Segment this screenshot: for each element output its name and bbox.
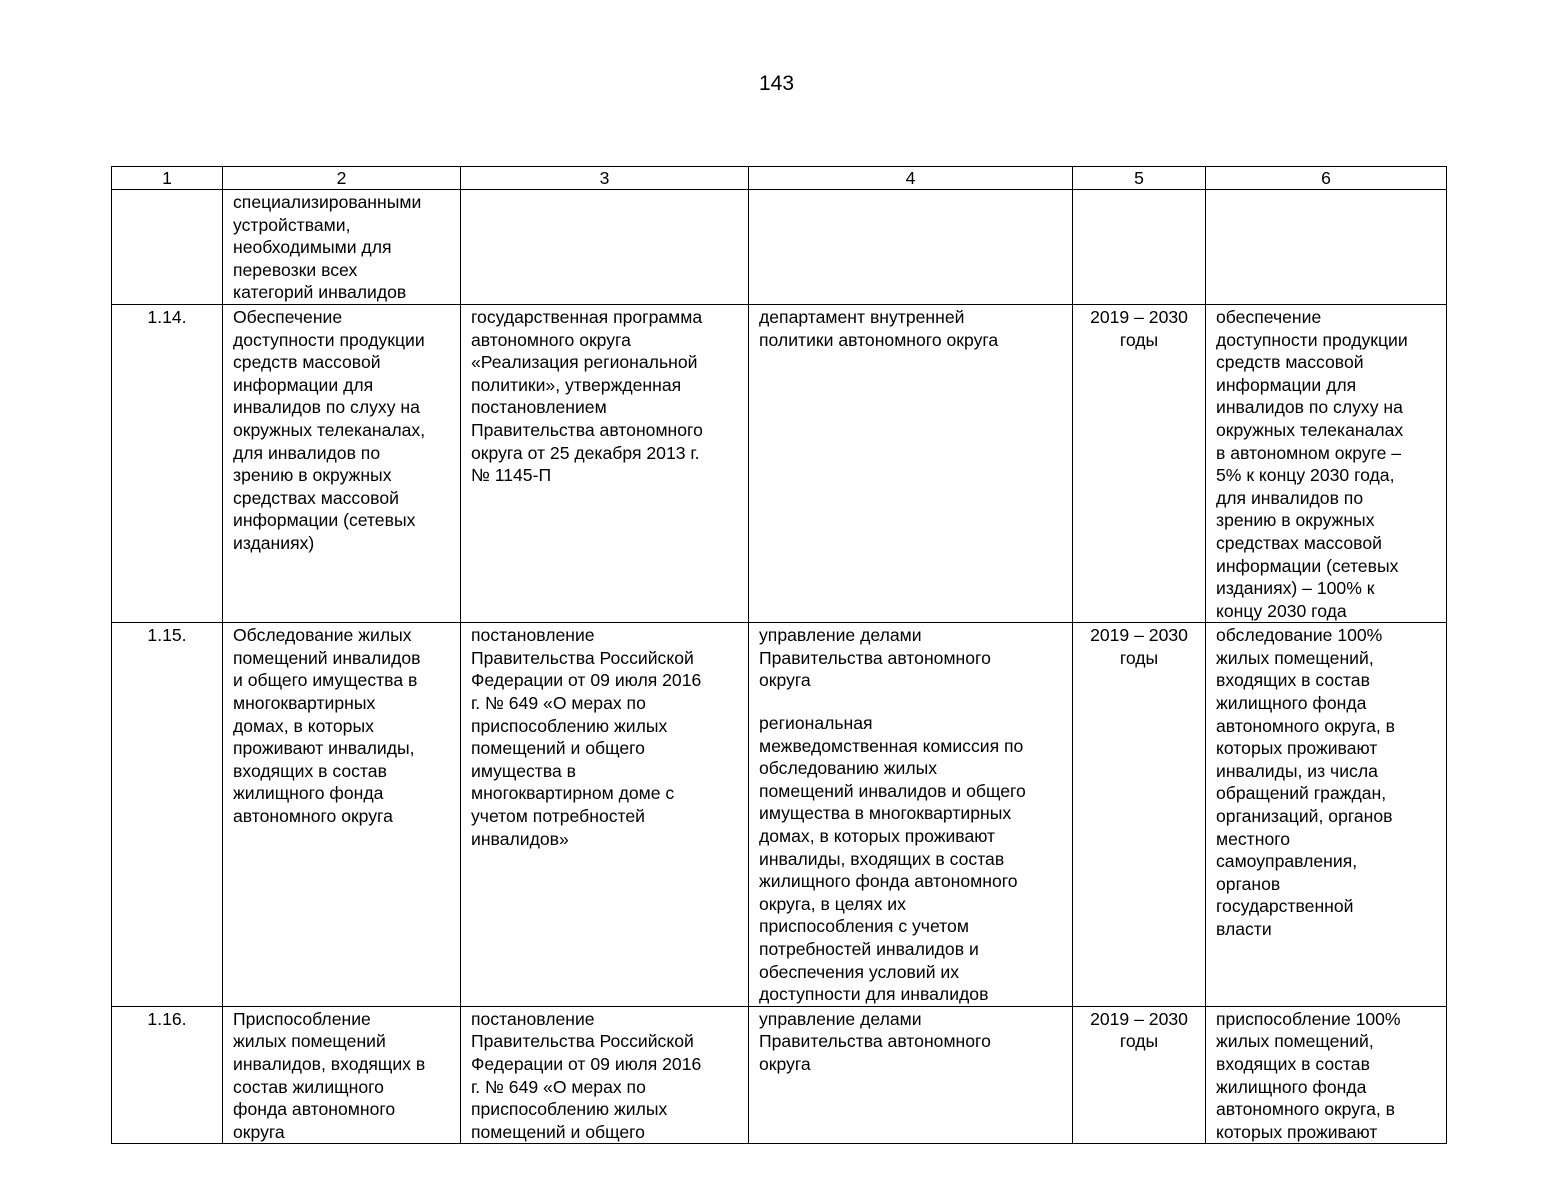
measure-cell xyxy=(223,304,461,622)
executor-cell xyxy=(749,190,1073,305)
executor-text: управление делами Правительства автономного округа xyxy=(759,625,991,691)
page-number: 143 xyxy=(758,72,795,95)
paragraph-gap xyxy=(759,692,1062,712)
measure-cell xyxy=(223,1006,461,1144)
basis-cell xyxy=(461,304,749,622)
column-header-2: 2 xyxy=(223,167,461,190)
basis-cell xyxy=(461,623,749,1007)
measure-cell xyxy=(223,190,461,305)
column-header-1: 1 xyxy=(112,167,223,190)
table-row xyxy=(112,304,1447,622)
column-header-5: 5 xyxy=(1073,167,1206,190)
measure-text: Обеспечение доступности продукции средств массовой информации для инвалидов по слуху на окружных телеканалах, для инвалидов по зрению в окружных средствах массовой информации (сетевых изданиях) xyxy=(233,306,426,553)
period-cell xyxy=(1073,190,1206,305)
executor-text: департамент внутренней политики автономного округа xyxy=(759,306,999,350)
column-header-6: 6 xyxy=(1206,167,1447,190)
measure-text: Приспособление жилых помещений инвалидов, входящих в состав жилищного фонда автономного округа xyxy=(233,1008,426,1142)
executor-cell xyxy=(749,623,1073,1007)
row-number: 1.15. xyxy=(112,623,223,1007)
result-cell xyxy=(1206,304,1447,622)
result-text: обследование 100% жилых помещений, входящих в состав жилищного фонда автономного округа, в которых проживают инвалиды, из числа обращений граждан, организаций, органов местного самоуправления, органов государственной власти xyxy=(1216,625,1395,939)
result-cell xyxy=(1206,1006,1447,1144)
basis-text: государственная программа автономного округа «Реализация региональной политики», утвержденная постановлением Правительства автономного округа от 25 декабря 2013 г. № 1145-П xyxy=(471,306,703,486)
period-text: 2019 – 2030 годы xyxy=(1090,625,1188,668)
period-text: 2019 – 2030 годы xyxy=(1090,1008,1188,1052)
executor-cell xyxy=(749,1006,1073,1144)
executor-text: управление делами Правительства автономного округа xyxy=(759,1008,991,1074)
period-cell xyxy=(1073,1006,1206,1144)
basis-cell xyxy=(461,190,749,305)
measures-table xyxy=(111,166,1447,1144)
measure-text: Обследование жилых помещений инвалидов и общего имущества в многоквартирных домах, в которых проживают инвалиды, входящих в состав жилищного фонда автономного округа xyxy=(233,625,421,827)
column-header-4: 4 xyxy=(749,167,1073,190)
executor-cell xyxy=(749,304,1073,622)
measure-cell xyxy=(223,623,461,1007)
period-cell xyxy=(1073,304,1206,622)
executor-extra-text: региональная межведомственная комиссия по обследованию жилых помещений инвалидов и общего имущества в многоквартирных домах, в которых проживают инвалиды, входящих в состав жилищного фонда автономного округа, в целях их приспособления с учетом потребностей инвалидов и обеспечения условий их доступности для инвалидов xyxy=(759,713,1026,1005)
basis-text: постановление Правительства Российской Федерации от 09 июля 2016 г. № 649 «О мерах по приспособлению жилых помещений и общего xyxy=(471,1008,702,1142)
result-cell xyxy=(1206,190,1447,305)
period-text: 2019 – 2030 годы xyxy=(1090,306,1188,350)
table-row xyxy=(112,1006,1447,1144)
table-row xyxy=(112,190,1447,305)
row-number: 1.14. xyxy=(112,304,223,622)
measure-text: специализированными устройствами, необходимыми для перевозки всех категорий инвалидов xyxy=(233,192,422,303)
table-header-row xyxy=(112,167,1447,190)
period-cell xyxy=(1073,623,1206,1007)
result-text: приспособление 100% жилых помещений, входящих в состав жилищного фонда автономного округа, в которых проживают xyxy=(1216,1008,1401,1142)
basis-cell xyxy=(461,1006,749,1144)
row-number: 1.16. xyxy=(112,1006,223,1144)
result-text: обеспечение доступности продукции средств массовой информации для инвалидов по слуху на окружных телеканалах в автономном округе – 5% к концу 2030 года, для инвалидов по зрению в окружных средствах массовой информации (сетевых изданиях) – 100% к концу 2030 года xyxy=(1216,306,1408,621)
column-header-3: 3 xyxy=(461,167,749,190)
basis-text: постановление Правительства Российской Федерации от 09 июля 2016 г. № 649 «О мерах по приспособлению жилых помещений и общего имущества в многоквартирном доме с учетом потребностей инвалидов» xyxy=(471,625,702,849)
result-cell xyxy=(1206,623,1447,1007)
table-row xyxy=(112,623,1447,1007)
row-number xyxy=(112,190,223,305)
